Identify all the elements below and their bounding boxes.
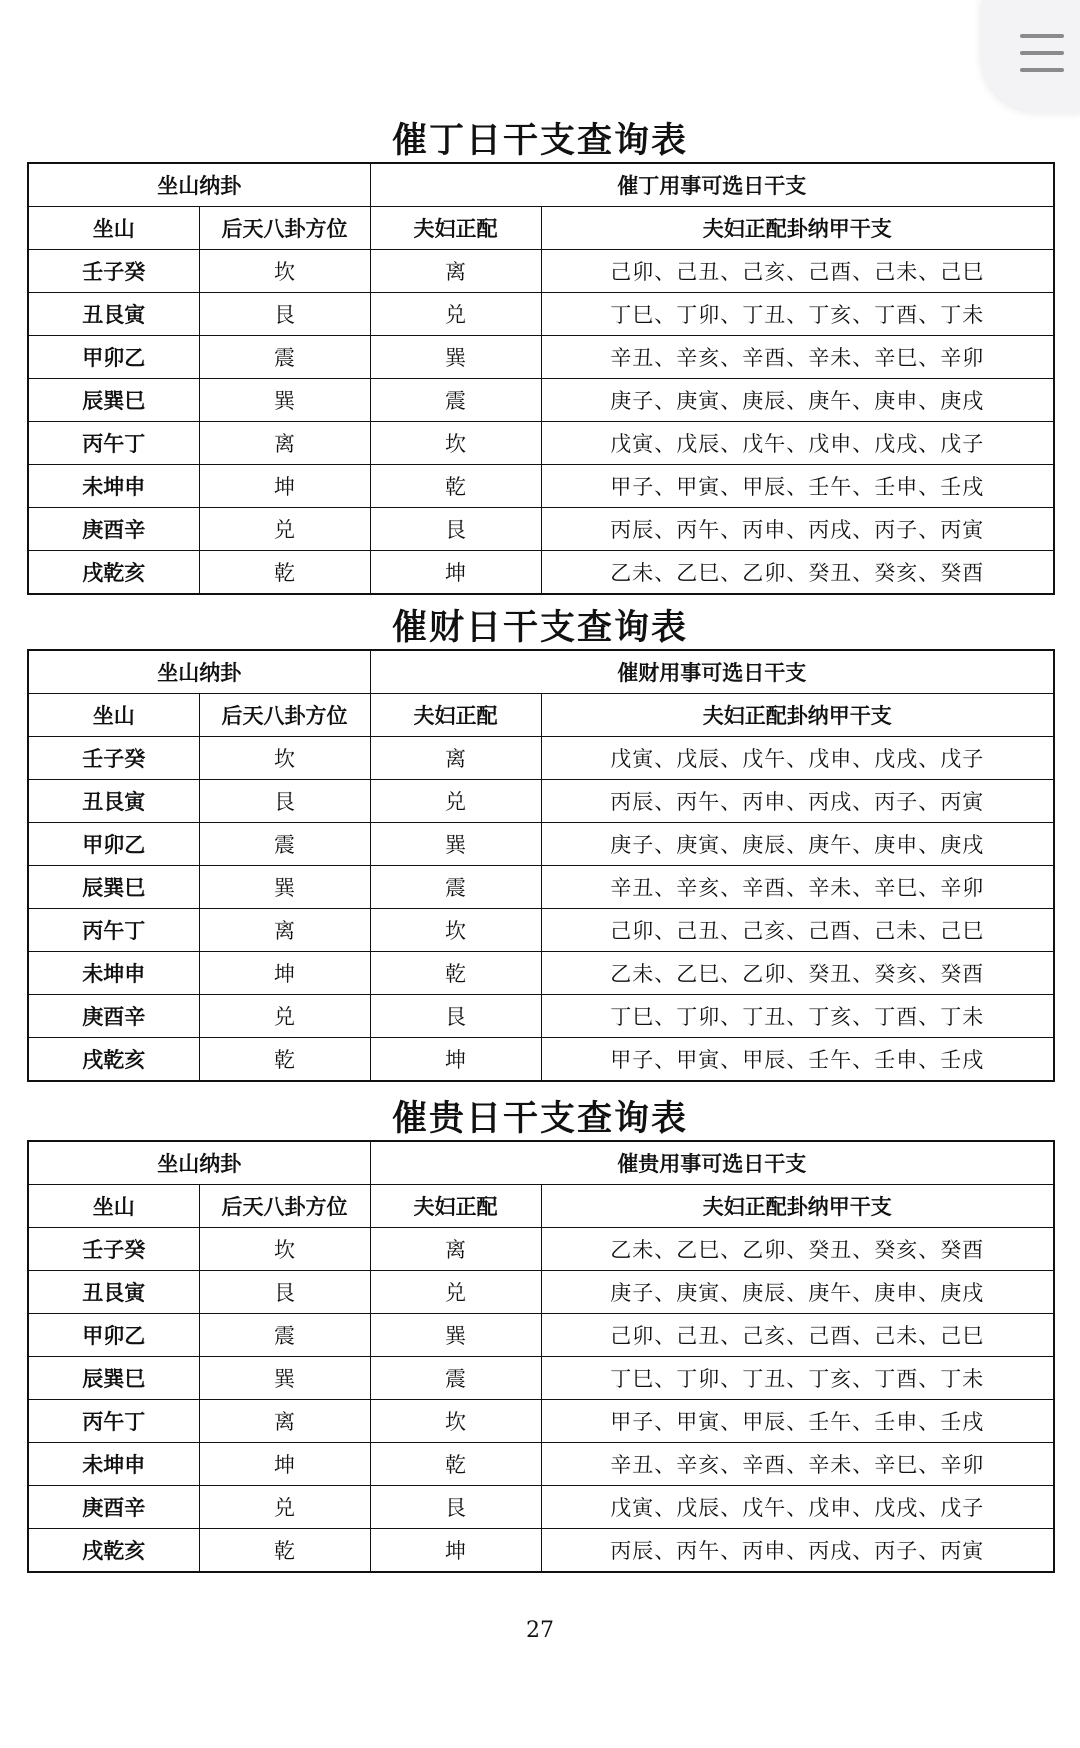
table-row	[28, 293, 1054, 336]
cell-najia-ganzhi: 己卯、己丑、己亥、己酉、己未、己巳	[541, 1314, 1054, 1357]
cell-najia-ganzhi: 戊寅、戊辰、戊午、戊申、戊戌、戊子	[541, 1486, 1054, 1529]
cuiding-section	[27, 120, 1053, 595]
cell-najia-ganzhi: 丁巳、丁卯、丁丑、丁亥、丁酉、丁未	[541, 1357, 1054, 1400]
table-row	[28, 1038, 1054, 1082]
cell-najia-ganzhi: 乙未、乙巳、乙卯、癸丑、癸亥、癸酉	[541, 1228, 1054, 1271]
cell-zuoshan: 丑艮寅	[28, 293, 199, 336]
table-row	[28, 551, 1054, 595]
cuigui-query-table	[27, 1140, 1055, 1573]
cell-zuoshan: 甲卯乙	[28, 1314, 199, 1357]
col-header-fufu-zhengpei: 夫妇正配	[370, 694, 541, 737]
cell-najia-ganzhi: 乙未、乙巳、乙卯、癸丑、癸亥、癸酉	[541, 551, 1054, 595]
cell-fufu-zhengpei: 坤	[370, 1038, 541, 1082]
cell-bagua-position: 艮	[199, 1271, 370, 1314]
cell-fufu-zhengpei: 坎	[370, 909, 541, 952]
cell-zuoshan: 未坤申	[28, 1443, 199, 1486]
cell-najia-ganzhi: 丁巳、丁卯、丁丑、丁亥、丁酉、丁未	[541, 995, 1054, 1038]
header-selectable-days: 催丁用事可选日干支	[370, 163, 1054, 207]
table-row	[28, 1443, 1054, 1486]
cell-zuoshan: 壬子癸	[28, 250, 199, 293]
col-header-zuoshan: 坐山	[28, 694, 199, 737]
cell-fufu-zhengpei: 艮	[370, 995, 541, 1038]
cell-fufu-zhengpei: 离	[370, 250, 541, 293]
cell-fufu-zhengpei: 艮	[370, 1486, 541, 1529]
cuicai-table-title: 催财日干支查询表	[391, 608, 688, 648]
cell-bagua-position: 巽	[199, 1357, 370, 1400]
table-row	[28, 995, 1054, 1038]
cell-zuoshan: 丙午丁	[28, 1400, 199, 1443]
cell-zuoshan: 戌乾亥	[28, 1038, 199, 1082]
table-column-header-row	[28, 694, 1054, 737]
cell-najia-ganzhi: 乙未、乙巳、乙卯、癸丑、癸亥、癸酉	[541, 952, 1054, 995]
table-row	[28, 465, 1054, 508]
col-header-najia-ganzhi: 夫妇正配卦纳甲干支	[541, 1185, 1054, 1228]
table-row	[28, 1228, 1054, 1271]
cell-bagua-position: 乾	[199, 551, 370, 595]
cell-fufu-zhengpei: 坤	[370, 1529, 541, 1573]
cell-zuoshan: 辰巽巳	[28, 379, 199, 422]
table-row	[28, 1357, 1054, 1400]
header-selectable-days: 催财用事可选日干支	[370, 650, 1054, 694]
cell-zuoshan: 戌乾亥	[28, 1529, 199, 1573]
table-row	[28, 1529, 1054, 1573]
cell-bagua-position: 艮	[199, 293, 370, 336]
table-row	[28, 1486, 1054, 1529]
cell-zuoshan: 壬子癸	[28, 1228, 199, 1271]
cuigui-section	[27, 1098, 1053, 1573]
cell-bagua-position: 乾	[199, 1529, 370, 1573]
cell-bagua-position: 坤	[199, 465, 370, 508]
cell-najia-ganzhi: 戊寅、戊辰、戊午、戊申、戊戌、戊子	[541, 422, 1054, 465]
header-zuoshan-nagua: 坐山纳卦	[28, 650, 370, 694]
cell-fufu-zhengpei: 震	[370, 866, 541, 909]
col-header-najia-ganzhi: 夫妇正配卦纳甲干支	[541, 694, 1054, 737]
cell-najia-ganzhi: 戊寅、戊辰、戊午、戊申、戊戌、戊子	[541, 737, 1054, 780]
col-header-bagua-position: 后天八卦方位	[199, 694, 370, 737]
cell-najia-ganzhi: 甲子、甲寅、甲辰、壬午、壬申、壬戌	[541, 1038, 1054, 1082]
cell-najia-ganzhi: 辛丑、辛亥、辛酉、辛未、辛巳、辛卯	[541, 866, 1054, 909]
cell-fufu-zhengpei: 乾	[370, 465, 541, 508]
table-row	[28, 866, 1054, 909]
col-header-zuoshan: 坐山	[28, 1185, 199, 1228]
cell-najia-ganzhi: 庚子、庚寅、庚辰、庚午、庚申、庚戌	[541, 823, 1054, 866]
cell-fufu-zhengpei: 离	[370, 1228, 541, 1271]
cell-bagua-position: 巽	[199, 379, 370, 422]
cell-najia-ganzhi: 庚子、庚寅、庚辰、庚午、庚申、庚戌	[541, 379, 1054, 422]
cell-najia-ganzhi: 己卯、己丑、己亥、己酉、己未、己巳	[541, 250, 1054, 293]
table-group-header-row	[28, 163, 1054, 207]
cell-fufu-zhengpei: 巽	[370, 336, 541, 379]
cell-najia-ganzhi: 辛丑、辛亥、辛酉、辛未、辛巳、辛卯	[541, 1443, 1054, 1486]
table-row	[28, 422, 1054, 465]
cell-bagua-position: 坤	[199, 952, 370, 995]
cuicai-query-table	[27, 649, 1055, 1082]
cell-najia-ganzhi: 丙辰、丙午、丙申、丙戌、丙子、丙寅	[541, 1529, 1054, 1573]
table-row	[28, 823, 1054, 866]
cell-bagua-position: 巽	[199, 866, 370, 909]
cell-zuoshan: 未坤申	[28, 465, 199, 508]
cell-zuoshan: 庚酉辛	[28, 995, 199, 1038]
table-row	[28, 508, 1054, 551]
cell-bagua-position: 兑	[199, 508, 370, 551]
cell-fufu-zhengpei: 坎	[370, 1400, 541, 1443]
cell-zuoshan: 辰巽巳	[28, 866, 199, 909]
cuicai-section	[27, 607, 1053, 1082]
table-group-header-row	[28, 1141, 1054, 1185]
header-zuoshan-nagua: 坐山纳卦	[28, 1141, 370, 1185]
cell-zuoshan: 庚酉辛	[28, 1486, 199, 1529]
cell-najia-ganzhi: 庚子、庚寅、庚辰、庚午、庚申、庚戌	[541, 1271, 1054, 1314]
table-column-header-row	[28, 1185, 1054, 1228]
cell-bagua-position: 坤	[199, 1443, 370, 1486]
cell-fufu-zhengpei: 震	[370, 379, 541, 422]
table-row	[28, 1400, 1054, 1443]
cell-zuoshan: 辰巽巳	[28, 1357, 199, 1400]
cell-zuoshan: 丑艮寅	[28, 780, 199, 823]
cell-najia-ganzhi: 甲子、甲寅、甲辰、壬午、壬申、壬戌	[541, 1400, 1054, 1443]
cuiding-table-title: 催丁日干支查询表	[391, 121, 688, 161]
cell-bagua-position: 震	[199, 336, 370, 379]
table-row	[28, 379, 1054, 422]
cell-fufu-zhengpei: 震	[370, 1357, 541, 1400]
cell-fufu-zhengpei: 坎	[370, 422, 541, 465]
cell-bagua-position: 震	[199, 1314, 370, 1357]
cell-zuoshan: 未坤申	[28, 952, 199, 995]
cell-zuoshan: 壬子癸	[28, 737, 199, 780]
table-group-header-row	[28, 650, 1054, 694]
cell-zuoshan: 丑艮寅	[28, 1271, 199, 1314]
cell-fufu-zhengpei: 巽	[370, 1314, 541, 1357]
header-selectable-days: 催贵用事可选日干支	[370, 1141, 1054, 1185]
cell-zuoshan: 甲卯乙	[28, 823, 199, 866]
cell-fufu-zhengpei: 巽	[370, 823, 541, 866]
cell-bagua-position: 兑	[199, 995, 370, 1038]
cuigui-table-title: 催贵日干支查询表	[391, 1099, 688, 1139]
col-header-najia-ganzhi: 夫妇正配卦纳甲干支	[541, 207, 1054, 250]
cell-bagua-position: 离	[199, 422, 370, 465]
cell-bagua-position: 乾	[199, 1038, 370, 1082]
cell-fufu-zhengpei: 兑	[370, 1271, 541, 1314]
table-row	[28, 336, 1054, 379]
cell-fufu-zhengpei: 兑	[370, 293, 541, 336]
table-row	[28, 250, 1054, 293]
cell-zuoshan: 甲卯乙	[28, 336, 199, 379]
cell-najia-ganzhi: 丙辰、丙午、丙申、丙戌、丙子、丙寅	[541, 508, 1054, 551]
cell-bagua-position: 离	[199, 909, 370, 952]
col-header-fufu-zhengpei: 夫妇正配	[370, 207, 541, 250]
cell-najia-ganzhi: 丙辰、丙午、丙申、丙戌、丙子、丙寅	[541, 780, 1054, 823]
table-row	[28, 1271, 1054, 1314]
page-number: 27	[526, 1618, 554, 1643]
cell-bagua-position: 艮	[199, 780, 370, 823]
col-header-bagua-position: 后天八卦方位	[199, 1185, 370, 1228]
cell-najia-ganzhi: 甲子、甲寅、甲辰、壬午、壬申、壬戌	[541, 465, 1054, 508]
menu-icon	[1020, 34, 1064, 38]
cell-najia-ganzhi: 丁巳、丁卯、丁丑、丁亥、丁酉、丁未	[541, 293, 1054, 336]
cell-bagua-position: 兑	[199, 1486, 370, 1529]
col-header-fufu-zhengpei: 夫妇正配	[370, 1185, 541, 1228]
cell-zuoshan: 庚酉辛	[28, 508, 199, 551]
table-column-header-row	[28, 207, 1054, 250]
table-row	[28, 909, 1054, 952]
col-header-zuoshan: 坐山	[28, 207, 199, 250]
cell-najia-ganzhi: 辛丑、辛亥、辛酉、辛未、辛巳、辛卯	[541, 336, 1054, 379]
cell-najia-ganzhi: 己卯、己丑、己亥、己酉、己未、己巳	[541, 909, 1054, 952]
table-row	[28, 1314, 1054, 1357]
col-header-bagua-position: 后天八卦方位	[199, 207, 370, 250]
cell-fufu-zhengpei: 乾	[370, 952, 541, 995]
cell-bagua-position: 离	[199, 1400, 370, 1443]
menu-button[interactable]	[982, 0, 1080, 112]
cell-zuoshan: 丙午丁	[28, 422, 199, 465]
header-zuoshan-nagua: 坐山纳卦	[28, 163, 370, 207]
cell-fufu-zhengpei: 乾	[370, 1443, 541, 1486]
table-row	[28, 737, 1054, 780]
table-row	[28, 952, 1054, 995]
cell-fufu-zhengpei: 艮	[370, 508, 541, 551]
cell-bagua-position: 坎	[199, 737, 370, 780]
cell-zuoshan: 戌乾亥	[28, 551, 199, 595]
cuiding-query-table	[27, 162, 1055, 595]
cell-fufu-zhengpei: 坤	[370, 551, 541, 595]
cell-fufu-zhengpei: 兑	[370, 780, 541, 823]
cell-bagua-position: 坎	[199, 250, 370, 293]
cell-zuoshan: 丙午丁	[28, 909, 199, 952]
cell-bagua-position: 坎	[199, 1228, 370, 1271]
cell-fufu-zhengpei: 离	[370, 737, 541, 780]
cell-bagua-position: 震	[199, 823, 370, 866]
table-row	[28, 780, 1054, 823]
